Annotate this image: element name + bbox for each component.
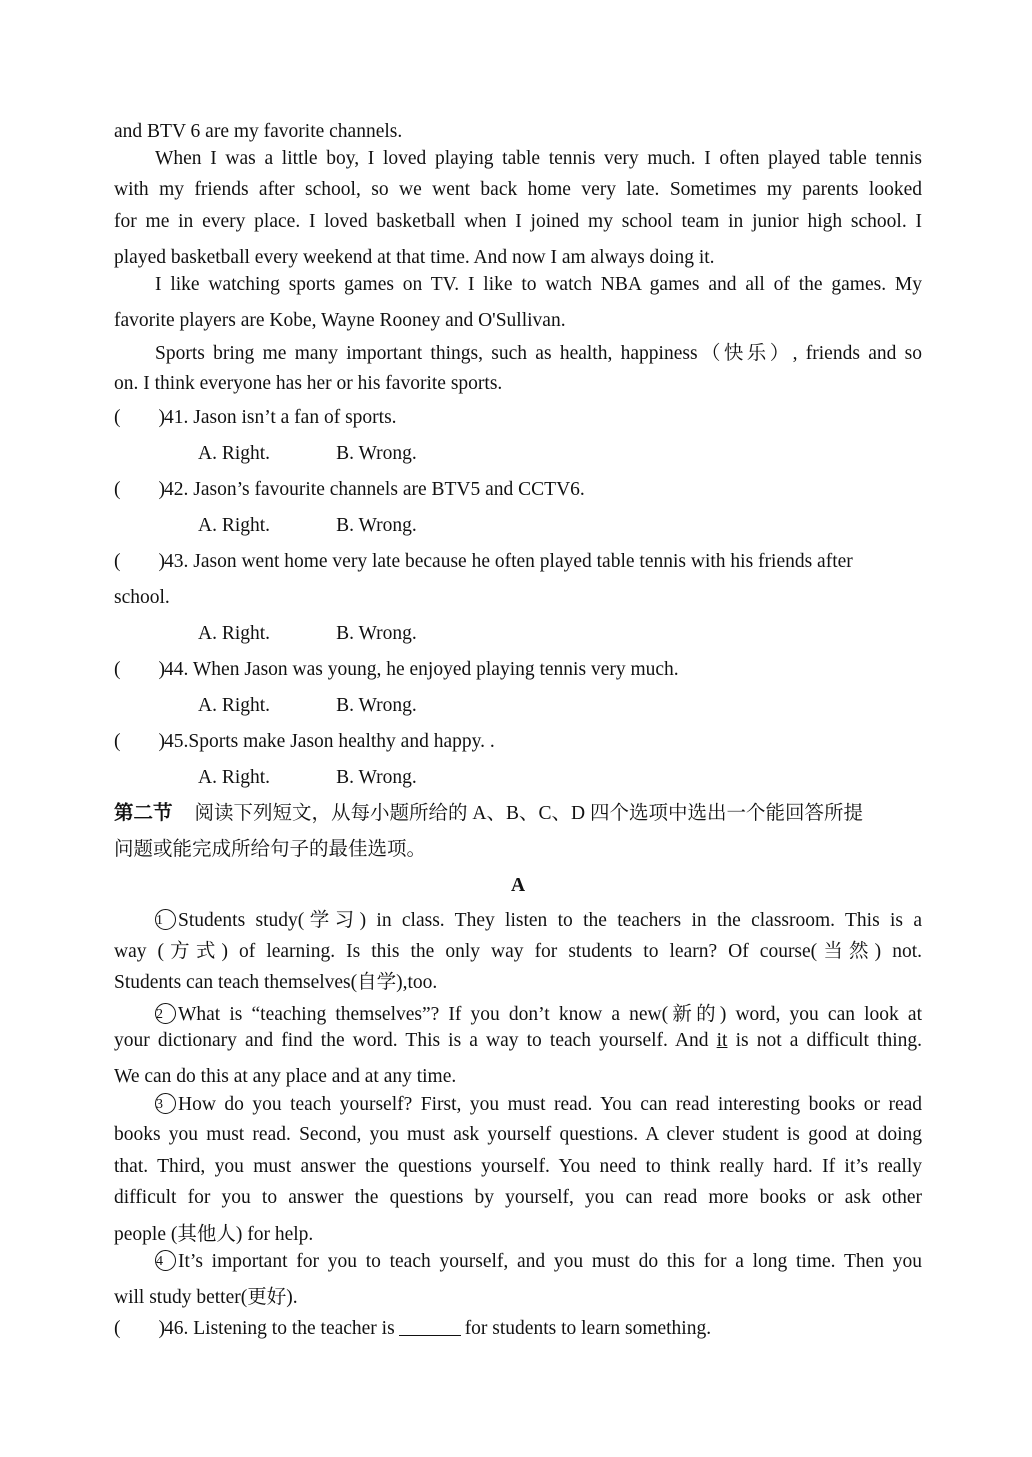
passage-line: with my friends after school, so we went back home very late. Sometimes my parents looked [114, 179, 922, 200]
paragraph-number: 2 [155, 1003, 176, 1024]
option-a[interactable]: A. Right. [198, 514, 271, 536]
section-instruction [114, 796, 922, 832]
question-46: ( )46. Listening to the teacher is for students to learn something. [114, 1313, 922, 1345]
passage-line: Sports bring me many important things, such as health, happiness（快乐）, friends and so [155, 342, 922, 364]
answer-bracket[interactable]: ( ) [114, 406, 165, 428]
passage-a-line: people (其他人) for help. [114, 1223, 314, 1245]
option-b[interactable]: B. Wrong. [336, 766, 417, 788]
passage-line: When I was a little boy, I loved playing table tennis very much. I often played table tennis [155, 147, 922, 169]
answer-bracket[interactable]: ( ) [114, 730, 165, 752]
passage-line: for me in every place. I loved basketball when I joined my school team in junior high school. I [114, 210, 922, 232]
option-a[interactable]: A. Right. [198, 442, 271, 464]
section-label: 第二节 [114, 802, 173, 824]
question-text: 43. Jason went home very late because he often played table tennis with his friends after [164, 550, 853, 572]
options-42 [114, 508, 922, 544]
passage-a-line: 3 How do you teach yourself? First, you must read. You can read interesting books or read [156, 1093, 922, 1115]
option-b[interactable]: B. Wrong. [336, 442, 417, 464]
passage-line: and BTV 6 are my favorite channels. [114, 121, 403, 142]
paragraph-number: 3 [155, 1093, 176, 1114]
passage-line: favorite players are Kobe, Wayne Rooney and O'Sullivan. [114, 310, 566, 331]
paragraph-number: 1 [155, 909, 176, 930]
section-text: 阅读下列短文，从每小题所给的 A、B、C、D 四个选项中选出一个能回答所提 [194, 802, 863, 824]
passage-line: I like watching sports games on TV. I like to watch NBA games and all of the games. My [155, 273, 922, 295]
passage-line: played basketball every weekend at that time. And now I am always doing it. [114, 247, 715, 268]
question-43 [114, 544, 922, 580]
options-45 [114, 760, 922, 796]
options-44 [114, 688, 922, 724]
passage-a-line: 2 What is “teaching themselves”? If you don’t know a new(新的) word, you can look at [156, 1004, 922, 1025]
passage-a-line: 4 It’s important for you to teach yourself, and you must do this for a long time. Then you [156, 1251, 922, 1272]
options-43 [114, 616, 922, 652]
passage-a-line: your dictionary and find the word. This is a way to teach yourself. And it is not a difficult thing. [114, 1029, 922, 1051]
answer-bracket[interactable]: ( ) [114, 550, 165, 572]
option-b[interactable]: B. Wrong. [336, 514, 417, 536]
answer-bracket[interactable]: ( ) [114, 1318, 165, 1339]
question-text: 45.Sports make Jason healthy and happy. . [164, 730, 495, 752]
passage-a-line: way (方式) of learning. Is this the only way for students to learn? Of course(当然) not. [114, 941, 922, 962]
passage-heading: A [510, 874, 526, 896]
passage-a-line: will study better(更好). [114, 1286, 298, 1308]
document-page [114, 116, 922, 1345]
paragraph-number: 4 [155, 1250, 176, 1271]
option-a[interactable]: A. Right. [198, 766, 271, 788]
question-44 [114, 652, 922, 688]
passage-a-line: We can do this at any place and at any time. [114, 1066, 457, 1087]
question-text: 41. Jason isn’t a fan of sports. [164, 406, 397, 428]
question-text: 42. Jason’s favourite channels are BTV5 and CCTV6. [164, 478, 585, 500]
question-45 [114, 724, 922, 760]
passage-a-line: 1 Students study(学习) in class. They listen to the teachers in the classroom. This is a [156, 909, 922, 931]
passage-a-line: books you must read. Second, you must ask yourself questions. A clever student is good at doing [114, 1124, 922, 1145]
passage-a-line: Students can teach themselves(自学),too. [114, 971, 438, 993]
passage-a-line: difficult for you to answer the questions by yourself, you can read more books or ask other [114, 1187, 922, 1208]
passage-a-line: that. Third, you must answer the questions yourself. You need to think really hard. If it’s really [114, 1155, 922, 1177]
fill-blank[interactable] [399, 1317, 461, 1336]
question-41 [114, 400, 922, 436]
option-b[interactable]: B. Wrong. [336, 694, 417, 716]
passage-line: on. I think everyone has her or his favorite sports. [114, 373, 503, 394]
question-continuation: school. [114, 586, 170, 608]
option-b[interactable]: B. Wrong. [336, 622, 417, 644]
option-a[interactable]: A. Right. [198, 622, 271, 644]
question-text: 44. When Jason was young, he enjoyed playing tennis very much. [164, 658, 679, 680]
answer-bracket[interactable]: ( ) [114, 658, 165, 680]
option-a[interactable]: A. Right. [198, 694, 271, 716]
section-instruction-cont: 问题或能完成所给句子的最佳选项。 [114, 838, 427, 860]
options-41 [114, 436, 922, 472]
underlined-word: it [716, 1029, 728, 1051]
question-42 [114, 472, 922, 508]
answer-bracket[interactable]: ( ) [114, 478, 165, 500]
